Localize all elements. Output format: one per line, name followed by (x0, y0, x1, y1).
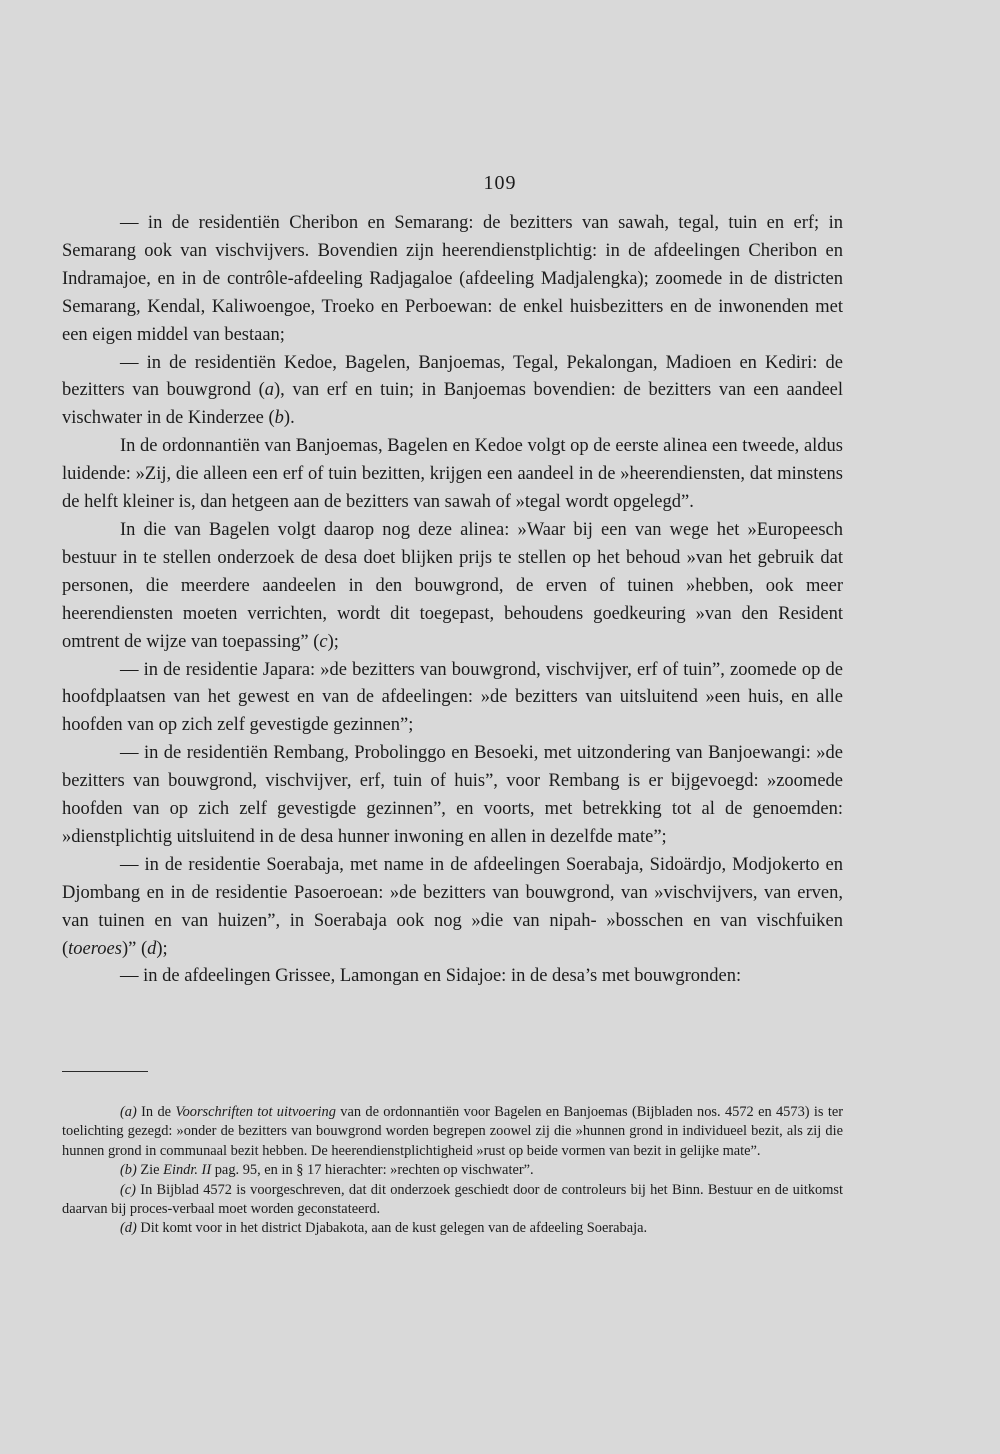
footnote-mark: (a) (120, 1104, 137, 1120)
footnote-ref: b (274, 408, 284, 429)
footnote-text: Zie (140, 1162, 164, 1179)
footnote-divider (62, 1071, 148, 1072)
paragraph: In de ordonnantiën van Banjoemas, Bagelen en Kedoe volgt op de eerste alinea een tweede, aldus luidende: »Zij, die alleen een erf of tuin bezitten, krijgen een aandeel in de »heerendiensten, dat minstens de helft kleiner is, dan hetgeen aan de bezitters van sawah of »tegal wordt opgelegd”. (62, 436, 843, 513)
paragraph-text: ), van erf en tuin; in Banjoemas bovendien: de bezitters van een aandeel vischwater in de Kinderzee ( (62, 380, 844, 429)
paragraph-text: In die van Bagelen volgt daarop nog deze alinea: »Waar bij een van wege het »Europeesch bestuur in te stellen onderzoek de desa doet blijken prijs te stellen op het behoud »van het gebruik dat personen, die meerdere aandeelen in den bouwgrond, de erven of tuinen »hebben, ook meer heerendiensten moeten verrichten, wordt dit toegepast, behoudens goedkeuring »van den Resident omtrent de wijze van toepassing” ( (62, 519, 843, 652)
footnote-mark: (c) (120, 1181, 136, 1198)
paragraph: — in de residentie Japara: »de bezitters van bouwgrond, vischvijver, erf of tuin”, zoomede op de hoofdplaatsen van het gewest en van de afdeelingen: »de bezitters van uitsluitend »een huis, en alle hoofden van op zich zelf gevestigde gezinnen”; (62, 659, 843, 736)
paragraph (62, 517, 843, 657)
footnote (62, 1181, 843, 1220)
paragraph-text: ); (156, 938, 168, 959)
footnote (62, 1161, 843, 1180)
footnote-ref: c (319, 631, 328, 652)
paragraph-text: ); (327, 631, 339, 652)
footnote-mark: (d) (120, 1220, 137, 1237)
paragraph-text: — in de residentiën Kedoe, Bagelen, Banjoemas, Tegal, Pekalongan, Madioen en Kediri: de bezitters van bouwgrond ( (62, 352, 843, 401)
footnotes (62, 1103, 843, 1239)
italic-term: toeroes (68, 938, 122, 959)
footnote-text: In Bijblad 4572 is voorgeschreven, dat dit onderzoek geschiedt door de controleurs bij het Binn. Bestuur en de uitkomst daarvan bij proces-verbaal moet worden geconstateerd. (62, 1181, 843, 1218)
paragraph: — in de residentiën Rembang, Probolinggo en Besoeki, met uitzondering van Banjoewangi: »de bezitters van bouwgrond, vischvijver, erf, tuin of huis”, voor Rembang is er bijgevoegd: »zoomede hoofden van op zich zelf gevestigde gezinnen”, en voorts, met betrekking tot al de genoemden: »dienstplichtig uitsluitend in de desa hunner inwoning en allen in dezelfde mate”; (62, 743, 843, 847)
paragraph (62, 350, 843, 434)
footnote (62, 1103, 843, 1161)
footnote-text: Dit komt voor in het district Djabakota, aan de kust gelegen van de afdeeling Soerabaja. (140, 1220, 648, 1237)
body-text (62, 210, 843, 991)
footnote (62, 1219, 843, 1238)
page-number: 109 (483, 172, 517, 194)
paragraph (62, 852, 843, 964)
footnote-ref: d (147, 938, 157, 959)
footnote-text: van de ordonnantiën voor Bagelen en Banjoemas (Bijbladen nos. 4572 en 4573) is ter toelichting gezegd: »onder de bezitters van bouwgrond worden begrepen zoowel zij die »hunnen grond in individueel bezit, als zij die hunnen grond in communaal bezit hebben. De heerendienstplichtigheid »rust op beide vormen van bezit in gelijke mate”. (62, 1104, 843, 1159)
paragraph-text: )” ( (121, 938, 148, 959)
footnote-mark: (b) (120, 1162, 137, 1179)
paragraph: — in de afdeelingen Grissee, Lamongan en Sidajoe: in de desa’s met bouwgronden: (120, 966, 742, 987)
paragraph-text: ). (283, 408, 295, 429)
footnote-title: Voorschriften tot uitvoering (175, 1104, 336, 1120)
footnote-text: pag. 95, en in § 17 hierachter: »rechten op vischwater”. (211, 1162, 534, 1179)
footnote-title: Eindr. II (163, 1162, 212, 1179)
paragraph: — in de residentiën Cheribon en Semarang: de bezitters van sawah, tegal, tuin en erf; in Semarang ook van vischvijvers. Bovendien zijn heerendienstplichtig: in de afdeelingen Cheribon en Indramajoe, en in de contrôle-afdeeling Radjagaloe (afdeeling Madjalengka); zoomede in de districten Semarang, Kendal, Kaliwoengoe, Troeko en Perboewan: de enkel huisbezitters en de inwonenden met een eigen middel van bestaan; (62, 213, 843, 345)
footnote-ref: a (264, 380, 275, 401)
footnote-text: In de (141, 1104, 176, 1120)
paragraph-text: — in de residentie Soerabaja, met name in de afdeelingen Soerabaja, Sidoärdjo, Modjokerto en Djombang en in de residentie Pasoeroean: »de bezitters van bouwgrond, van »vischvijvers, van erven, van tuinen en van huizen”, in Soerabaja ook nog »die van nipah- »bosschen en van vischfuiken ( (62, 854, 843, 959)
